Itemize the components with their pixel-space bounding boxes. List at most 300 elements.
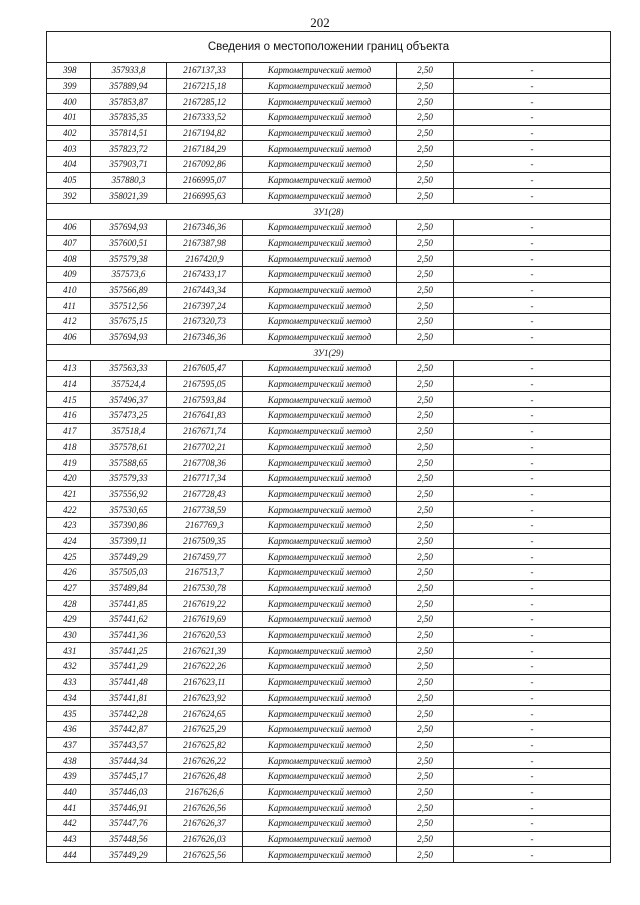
- method-cell: Картометрический метод: [243, 455, 397, 471]
- table-row: [47, 753, 611, 769]
- coord-x-cell: 357446,03: [91, 784, 167, 800]
- description-cell: -: [454, 78, 611, 94]
- table-row: [47, 141, 611, 157]
- table-row: [47, 408, 611, 424]
- coord-x-cell: 357814,51: [91, 125, 167, 141]
- coord-x-cell: 357441,85: [91, 596, 167, 612]
- coord-x-cell: 357563,33: [91, 361, 167, 377]
- description-cell: -: [454, 486, 611, 502]
- description-cell: -: [454, 643, 611, 659]
- coord-y-cell: 2167625,56: [167, 847, 243, 863]
- point-number-cell: 439: [47, 768, 91, 784]
- coord-x-cell: 357694,93: [91, 329, 167, 345]
- accuracy-cell: 2,50: [397, 470, 454, 486]
- accuracy-cell: 2,50: [397, 329, 454, 345]
- point-number-cell: 440: [47, 784, 91, 800]
- coord-y-cell: 2167623,92: [167, 690, 243, 706]
- accuracy-cell: 2,50: [397, 455, 454, 471]
- point-number-cell: 404: [47, 157, 91, 173]
- accuracy-cell: 2,50: [397, 219, 454, 235]
- point-number-cell: 400: [47, 94, 91, 110]
- coord-x-cell: 357399,11: [91, 533, 167, 549]
- accuracy-cell: 2,50: [397, 63, 454, 79]
- accuracy-cell: 2,50: [397, 141, 454, 157]
- accuracy-cell: 2,50: [397, 94, 454, 110]
- coord-y-cell: 2167092,86: [167, 157, 243, 173]
- accuracy-cell: 2,50: [397, 674, 454, 690]
- table-row: [47, 721, 611, 737]
- table-row: [47, 486, 611, 502]
- accuracy-cell: 2,50: [397, 282, 454, 298]
- accuracy-cell: 2,50: [397, 486, 454, 502]
- accuracy-cell: 2,50: [397, 439, 454, 455]
- description-cell: -: [454, 800, 611, 816]
- coord-x-cell: 357444,34: [91, 753, 167, 769]
- coord-y-cell: 2167595,05: [167, 376, 243, 392]
- accuracy-cell: 2,50: [397, 517, 454, 533]
- method-cell: Картометрический метод: [243, 110, 397, 126]
- point-number-cell: 418: [47, 439, 91, 455]
- coord-y-cell: 2167194,82: [167, 125, 243, 141]
- accuracy-cell: 2,50: [397, 612, 454, 628]
- accuracy-cell: 2,50: [397, 110, 454, 126]
- description-cell: -: [454, 596, 611, 612]
- point-number-cell: 441: [47, 800, 91, 816]
- coord-x-cell: 358021,39: [91, 188, 167, 204]
- accuracy-cell: 2,50: [397, 753, 454, 769]
- method-cell: Картометрический метод: [243, 392, 397, 408]
- description-cell: -: [454, 361, 611, 377]
- method-cell: Картометрический метод: [243, 753, 397, 769]
- method-cell: Картометрический метод: [243, 659, 397, 675]
- table-row: [47, 706, 611, 722]
- coord-y-cell: 2167619,69: [167, 612, 243, 628]
- table-row: [47, 831, 611, 847]
- method-cell: Картометрический метод: [243, 847, 397, 863]
- coord-y-cell: 2167738,59: [167, 502, 243, 518]
- point-number-cell: 416: [47, 408, 91, 424]
- accuracy-cell: 2,50: [397, 643, 454, 659]
- table-row: [47, 78, 611, 94]
- table-row: [47, 768, 611, 784]
- method-cell: Картометрический метод: [243, 94, 397, 110]
- description-cell: -: [454, 235, 611, 251]
- coord-x-cell: 357446,91: [91, 800, 167, 816]
- method-cell: Картометрический метод: [243, 423, 397, 439]
- table-row: [47, 298, 611, 314]
- point-number-cell: 405: [47, 172, 91, 188]
- accuracy-cell: 2,50: [397, 266, 454, 282]
- coord-x-cell: 357447,76: [91, 816, 167, 832]
- description-cell: -: [454, 659, 611, 675]
- description-cell: -: [454, 612, 611, 628]
- coord-y-cell: 2167625,82: [167, 737, 243, 753]
- coord-y-cell: 2167605,47: [167, 361, 243, 377]
- accuracy-cell: 2,50: [397, 423, 454, 439]
- accuracy-cell: 2,50: [397, 549, 454, 565]
- point-number-cell: 398: [47, 63, 91, 79]
- table-row: [47, 188, 611, 204]
- coord-y-cell: 2167459,77: [167, 549, 243, 565]
- description-cell: -: [454, 125, 611, 141]
- coord-y-cell: 2167717,34: [167, 470, 243, 486]
- point-number-cell: 421: [47, 486, 91, 502]
- description-cell: -: [454, 674, 611, 690]
- coord-x-cell: 357443,57: [91, 737, 167, 753]
- accuracy-cell: 2,50: [397, 690, 454, 706]
- accuracy-cell: 2,50: [397, 596, 454, 612]
- accuracy-cell: 2,50: [397, 768, 454, 784]
- description-cell: -: [454, 502, 611, 518]
- coord-y-cell: 2167387,98: [167, 235, 243, 251]
- coord-x-cell: 357496,37: [91, 392, 167, 408]
- method-cell: Картометрический метод: [243, 63, 397, 79]
- description-cell: -: [454, 565, 611, 581]
- table-title: Сведения о местоположении границ объекта: [47, 32, 611, 63]
- point-number-cell: 409: [47, 266, 91, 282]
- section-label: ЗУ1(28): [47, 204, 611, 220]
- method-cell: Картометрический метод: [243, 690, 397, 706]
- table-row: [47, 235, 611, 251]
- coord-y-cell: 2167626,22: [167, 753, 243, 769]
- method-cell: Картометрический метод: [243, 157, 397, 173]
- table-title-row: [47, 32, 611, 63]
- coord-y-cell: 2167620,53: [167, 627, 243, 643]
- description-cell: -: [454, 157, 611, 173]
- table-row: [47, 690, 611, 706]
- point-number-cell: 435: [47, 706, 91, 722]
- coord-y-cell: 2167619,22: [167, 596, 243, 612]
- method-cell: Картометрический метод: [243, 831, 397, 847]
- accuracy-cell: 2,50: [397, 816, 454, 832]
- table-row: [47, 800, 611, 816]
- accuracy-cell: 2,50: [397, 627, 454, 643]
- accuracy-cell: 2,50: [397, 314, 454, 330]
- coord-x-cell: 357489,84: [91, 580, 167, 596]
- description-cell: -: [454, 110, 611, 126]
- coord-x-cell: 357579,38: [91, 251, 167, 267]
- method-cell: Картометрический метод: [243, 470, 397, 486]
- description-cell: -: [454, 737, 611, 753]
- coord-x-cell: 357578,61: [91, 439, 167, 455]
- method-cell: Картометрический метод: [243, 439, 397, 455]
- coord-y-cell: 2167285,12: [167, 94, 243, 110]
- point-number-cell: 429: [47, 612, 91, 628]
- point-number-cell: 411: [47, 298, 91, 314]
- method-cell: Картометрический метод: [243, 737, 397, 753]
- point-number-cell: 414: [47, 376, 91, 392]
- point-number-cell: 399: [47, 78, 91, 94]
- method-cell: Картометрический метод: [243, 721, 397, 737]
- method-cell: Картометрический метод: [243, 596, 397, 612]
- table-row: [47, 643, 611, 659]
- coord-x-cell: 357556,92: [91, 486, 167, 502]
- coord-y-cell: 2167621,39: [167, 643, 243, 659]
- point-number-cell: 417: [47, 423, 91, 439]
- point-number-cell: 392: [47, 188, 91, 204]
- point-number-cell: 444: [47, 847, 91, 863]
- table-row: [47, 737, 611, 753]
- method-cell: Картометрический метод: [243, 141, 397, 157]
- description-cell: -: [454, 549, 611, 565]
- method-cell: Картометрический метод: [243, 486, 397, 502]
- point-number-cell: 422: [47, 502, 91, 518]
- accuracy-cell: 2,50: [397, 392, 454, 408]
- coord-x-cell: 357588,65: [91, 455, 167, 471]
- table-row: [47, 470, 611, 486]
- table-row: [47, 580, 611, 596]
- description-cell: -: [454, 517, 611, 533]
- coord-y-cell: 2167137,33: [167, 63, 243, 79]
- coord-x-cell: 357473,25: [91, 408, 167, 424]
- method-cell: Картометрический метод: [243, 627, 397, 643]
- coord-y-cell: 2167420,9: [167, 251, 243, 267]
- table-row: [47, 392, 611, 408]
- description-cell: -: [454, 580, 611, 596]
- description-cell: -: [454, 706, 611, 722]
- method-cell: Картометрический метод: [243, 784, 397, 800]
- point-number-cell: 425: [47, 549, 91, 565]
- method-cell: Картометрический метод: [243, 816, 397, 832]
- description-cell: -: [454, 816, 611, 832]
- coord-y-cell: 2167728,43: [167, 486, 243, 502]
- coord-y-cell: 2167623,11: [167, 674, 243, 690]
- coord-y-cell: 2167513,7: [167, 565, 243, 581]
- method-cell: Картометрический метод: [243, 533, 397, 549]
- coord-x-cell: 357573,6: [91, 266, 167, 282]
- coord-y-cell: 2167346,36: [167, 219, 243, 235]
- method-cell: Картометрический метод: [243, 612, 397, 628]
- method-cell: Картометрический метод: [243, 282, 397, 298]
- description-cell: -: [454, 627, 611, 643]
- accuracy-cell: 2,50: [397, 565, 454, 581]
- coord-y-cell: 2167443,34: [167, 282, 243, 298]
- coord-x-cell: 357579,33: [91, 470, 167, 486]
- accuracy-cell: 2,50: [397, 784, 454, 800]
- table-row: [47, 627, 611, 643]
- point-number-cell: 401: [47, 110, 91, 126]
- coord-x-cell: 357524,4: [91, 376, 167, 392]
- coord-x-cell: 357442,87: [91, 721, 167, 737]
- description-cell: -: [454, 847, 611, 863]
- table-row: [47, 63, 611, 79]
- table-row: [47, 612, 611, 628]
- accuracy-cell: 2,50: [397, 737, 454, 753]
- coord-y-cell: 2167641,83: [167, 408, 243, 424]
- coord-x-cell: 357530,65: [91, 502, 167, 518]
- description-cell: -: [454, 423, 611, 439]
- section-label: ЗУ1(29): [47, 345, 611, 361]
- point-number-cell: 436: [47, 721, 91, 737]
- method-cell: Картометрический метод: [243, 251, 397, 267]
- description-cell: -: [454, 314, 611, 330]
- point-number-cell: 437: [47, 737, 91, 753]
- point-number-cell: 402: [47, 125, 91, 141]
- table-row: [47, 329, 611, 345]
- table-row: [47, 423, 611, 439]
- table-row: [47, 314, 611, 330]
- description-cell: -: [454, 439, 611, 455]
- description-cell: -: [454, 721, 611, 737]
- page-number: 202: [310, 15, 330, 30]
- coord-y-cell: 2167346,36: [167, 329, 243, 345]
- coord-y-cell: 2167671,74: [167, 423, 243, 439]
- boundary-points-table: [46, 31, 611, 863]
- method-cell: Картометрический метод: [243, 706, 397, 722]
- point-number-cell: 412: [47, 314, 91, 330]
- method-cell: Картометрический метод: [243, 266, 397, 282]
- point-number-cell: 432: [47, 659, 91, 675]
- coord-y-cell: 2167708,36: [167, 455, 243, 471]
- table-row: [47, 266, 611, 282]
- point-number-cell: 426: [47, 565, 91, 581]
- accuracy-cell: 2,50: [397, 157, 454, 173]
- method-cell: Картометрический метод: [243, 502, 397, 518]
- table-body: [47, 32, 611, 863]
- coord-x-cell: 357880,3: [91, 172, 167, 188]
- coord-x-cell: 357505,03: [91, 565, 167, 581]
- coord-y-cell: 2167397,24: [167, 298, 243, 314]
- table-row: [47, 251, 611, 267]
- table-row: [47, 816, 611, 832]
- method-cell: Картометрический метод: [243, 549, 397, 565]
- coord-x-cell: 357442,28: [91, 706, 167, 722]
- point-number-cell: 423: [47, 517, 91, 533]
- description-cell: -: [454, 141, 611, 157]
- coord-y-cell: 2167702,21: [167, 439, 243, 455]
- coord-x-cell: 357449,29: [91, 847, 167, 863]
- point-number-cell: 403: [47, 141, 91, 157]
- coord-x-cell: 357441,48: [91, 674, 167, 690]
- coord-x-cell: 357835,35: [91, 110, 167, 126]
- point-number-cell: 427: [47, 580, 91, 596]
- table-row: [47, 94, 611, 110]
- point-number-cell: 424: [47, 533, 91, 549]
- accuracy-cell: 2,50: [397, 706, 454, 722]
- accuracy-cell: 2,50: [397, 847, 454, 863]
- method-cell: Картометрический метод: [243, 329, 397, 345]
- table-row: [47, 439, 611, 455]
- method-cell: Картометрический метод: [243, 643, 397, 659]
- coord-y-cell: 2167509,35: [167, 533, 243, 549]
- coord-y-cell: 2167625,29: [167, 721, 243, 737]
- table-row: [47, 219, 611, 235]
- coord-y-cell: 2166995,63: [167, 188, 243, 204]
- coord-x-cell: 357566,89: [91, 282, 167, 298]
- point-number-cell: 408: [47, 251, 91, 267]
- coord-y-cell: 2167215,18: [167, 78, 243, 94]
- method-cell: Картометрический метод: [243, 235, 397, 251]
- point-number-cell: 406: [47, 219, 91, 235]
- coord-x-cell: 357449,29: [91, 549, 167, 565]
- point-number-cell: 415: [47, 392, 91, 408]
- accuracy-cell: 2,50: [397, 800, 454, 816]
- description-cell: -: [454, 298, 611, 314]
- description-cell: -: [454, 470, 611, 486]
- coord-x-cell: 357675,15: [91, 314, 167, 330]
- method-cell: Картометрический метод: [243, 800, 397, 816]
- description-cell: -: [454, 768, 611, 784]
- coord-x-cell: 357903,71: [91, 157, 167, 173]
- coord-x-cell: 357933,8: [91, 63, 167, 79]
- accuracy-cell: 2,50: [397, 831, 454, 847]
- coord-x-cell: 357512,56: [91, 298, 167, 314]
- point-number-cell: 438: [47, 753, 91, 769]
- accuracy-cell: 2,50: [397, 502, 454, 518]
- description-cell: -: [454, 533, 611, 549]
- coord-x-cell: 357441,81: [91, 690, 167, 706]
- coord-x-cell: 357390,86: [91, 517, 167, 533]
- description-cell: -: [454, 63, 611, 79]
- point-number-cell: 410: [47, 282, 91, 298]
- description-cell: -: [454, 690, 611, 706]
- description-cell: -: [454, 266, 611, 282]
- description-cell: -: [454, 408, 611, 424]
- coord-y-cell: 2167622,26: [167, 659, 243, 675]
- method-cell: Картометрический метод: [243, 188, 397, 204]
- table-row: [47, 784, 611, 800]
- coord-x-cell: 357823,72: [91, 141, 167, 157]
- description-cell: -: [454, 251, 611, 267]
- method-cell: Картометрический метод: [243, 408, 397, 424]
- table-row: [47, 455, 611, 471]
- point-number-cell: 433: [47, 674, 91, 690]
- method-cell: Картометрический метод: [243, 219, 397, 235]
- method-cell: Картометрический метод: [243, 298, 397, 314]
- method-cell: Картометрический метод: [243, 125, 397, 141]
- description-cell: -: [454, 219, 611, 235]
- point-number-cell: 406: [47, 329, 91, 345]
- coord-y-cell: 2167333,52: [167, 110, 243, 126]
- coord-y-cell: 2167626,6: [167, 784, 243, 800]
- method-cell: Картометрический метод: [243, 314, 397, 330]
- accuracy-cell: 2,50: [397, 361, 454, 377]
- description-cell: -: [454, 455, 611, 471]
- point-number-cell: 419: [47, 455, 91, 471]
- coord-y-cell: 2167769,3: [167, 517, 243, 533]
- accuracy-cell: 2,50: [397, 78, 454, 94]
- table-row: [47, 847, 611, 863]
- coord-x-cell: 357441,29: [91, 659, 167, 675]
- point-number-cell: 428: [47, 596, 91, 612]
- method-cell: Картометрический метод: [243, 376, 397, 392]
- description-cell: -: [454, 329, 611, 345]
- coord-x-cell: 357694,93: [91, 219, 167, 235]
- coord-x-cell: 357441,62: [91, 612, 167, 628]
- accuracy-cell: 2,50: [397, 533, 454, 549]
- section-header-row: [47, 345, 611, 361]
- description-cell: -: [454, 784, 611, 800]
- section-header-row: [47, 204, 611, 220]
- accuracy-cell: 2,50: [397, 721, 454, 737]
- coord-x-cell: 357448,56: [91, 831, 167, 847]
- accuracy-cell: 2,50: [397, 251, 454, 267]
- table-row: [47, 172, 611, 188]
- description-cell: -: [454, 282, 611, 298]
- coord-y-cell: 2167433,17: [167, 266, 243, 282]
- coord-x-cell: 357889,94: [91, 78, 167, 94]
- accuracy-cell: 2,50: [397, 125, 454, 141]
- accuracy-cell: 2,50: [397, 580, 454, 596]
- coord-x-cell: 357600,51: [91, 235, 167, 251]
- description-cell: -: [454, 831, 611, 847]
- coord-x-cell: 357518,4: [91, 423, 167, 439]
- description-cell: -: [454, 376, 611, 392]
- coord-x-cell: 357441,36: [91, 627, 167, 643]
- table-row: [47, 659, 611, 675]
- point-number-cell: 431: [47, 643, 91, 659]
- description-cell: -: [454, 753, 611, 769]
